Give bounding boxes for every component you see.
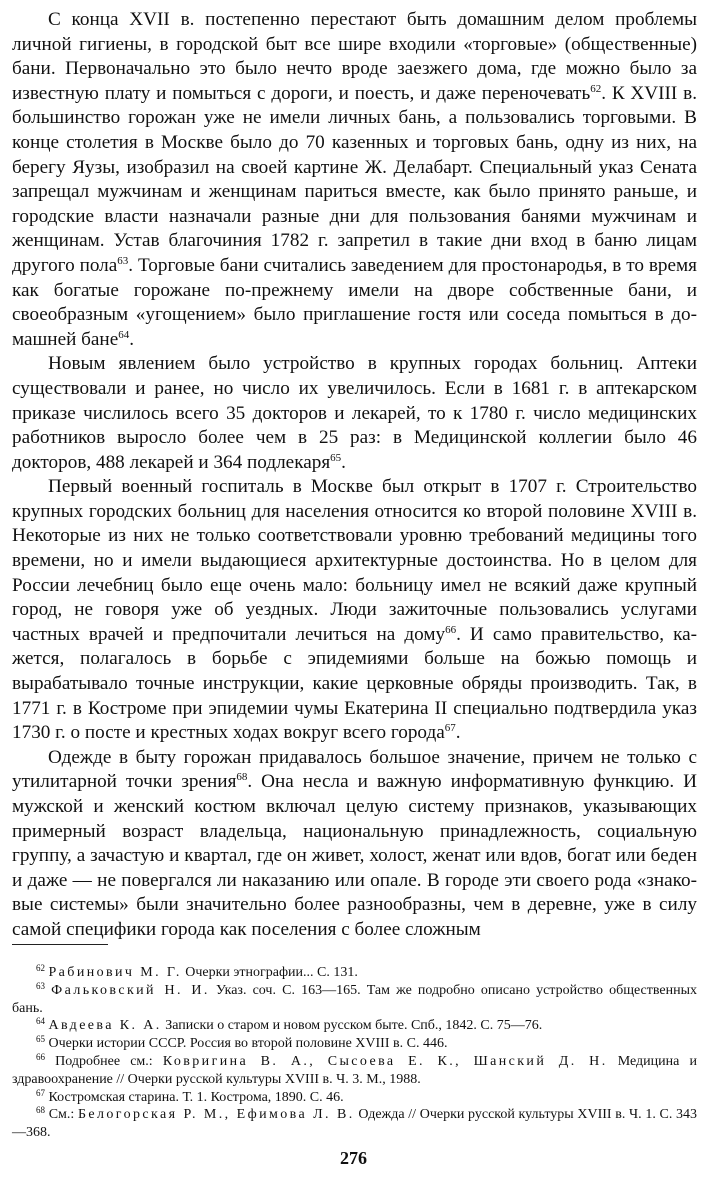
- footnote-text: Медицина и здравоохранение // Очерки русской культуры XVIII в. Ч. 3. М., 1988.: [12, 1053, 698, 1087]
- footnote-separator: [12, 944, 108, 945]
- footnote-ref: 67: [444, 722, 456, 735]
- footnote-text: Одежда // Очерки русской культуры XVIII в. Ч. 1. С. 343—368.: [12, 1107, 697, 1141]
- footnote-number: 65: [36, 1034, 45, 1045]
- paragraph-text: С конца XVII в. постепенно перестают быть домашним делом проблемы личной гигиены, в городской быт все шире входили «торговые» (общественные) бани. Первоначально это было нечто вроде заезжего дома, где можно было за известную плату и помыться с дороги, и поесть, и даже переночевать: [12, 9, 697, 104]
- footnote-text: Указ. соч. С. 163—165. Там же подробно описано устройство общественных бань.: [12, 982, 697, 1016]
- paragraph: [12, 8, 697, 352]
- footnote-ref: 68: [236, 771, 248, 784]
- footnote-number: 66: [36, 1051, 45, 1062]
- footnote: [12, 982, 697, 1018]
- paragraph: [12, 746, 697, 943]
- footnote-text: Записки о старом и новом русском быте. Спб., 1842. С. 75—76.: [161, 1018, 543, 1034]
- footnote-ref: 63: [117, 254, 129, 267]
- paragraph-text: . К XVIII в. большинство горожан уже не имели личных бань, а пользовались торговыми. В конце столетия в Москве было до 70 казенных и торговых бань, одну из них, на берегу Яузы, изобразил на своей картине Ж. Делабарт. Специальный указ Сената запрещал мужчинам и женщинам париться вместе, как было принято раньше, и городские власти назначали разные дни для пользования банями мужчинам и женщинам. Устав благочиния 1782 г. запретил в такие дни вход в баню лицам другого пола: [12, 82, 697, 276]
- paragraph-text: .: [341, 451, 346, 473]
- footnote-text: Костромская старина. Т. 1. Кострома, 1890. С. 46.: [48, 1089, 344, 1105]
- paragraph-text: . Торговые бани считались заведением для простонародья, в то время как богатые горожане по-прежнему имели на дворе собственные бани, и своеобразным «угощением» было приглашение гостя или соседа помыться в домашней бане: [12, 254, 698, 350]
- footnote-text: См.:: [48, 1107, 78, 1123]
- footnote-ref: 66: [445, 623, 457, 636]
- footnotes: [12, 964, 697, 1142]
- paragraph: [12, 475, 697, 746]
- page-body: [12, 8, 697, 943]
- footnote-author: Рабинович М. Г.: [48, 965, 182, 980]
- paragraph-text: . И само правительство, кажется, полагалось в борьбе с эпидемиями больше на божью помощь и вырабатывало точные инструкции, какие церковные обряды производить. Так, в 1771 г. в Костроме при эпидемии чумы Екатерина II специально подтвердила указ 1730 г. о посте и крестных ходах вокруг всего города: [12, 623, 698, 744]
- footnote: [12, 1106, 697, 1142]
- footnote-text: Очерки этнографии... С. 131.: [181, 965, 358, 980]
- footnote-number: 64: [36, 1016, 45, 1027]
- footnote-author: Белогорская Р. М., Ефимова Л. В.: [77, 1107, 355, 1123]
- footnote-number: 62: [36, 963, 45, 973]
- footnote: [12, 1089, 697, 1107]
- footnote-author: Авдеева К. А.: [48, 1018, 162, 1034]
- footnote-number: 67: [36, 1087, 45, 1098]
- footnote-author: Ковригина В. А., Сысоева Е. К., Шанский Д. Н.: [162, 1053, 608, 1069]
- paragraph-text: Одежде в быту горожан придавалось большое значение, причем не только с утилитарной точки зрения: [12, 746, 697, 793]
- paragraph: [12, 352, 697, 475]
- footnote-author: Фальковский Н. И.: [51, 982, 210, 998]
- main-text: [12, 8, 697, 943]
- footnote: [12, 1035, 697, 1053]
- paragraph-text: . Она несла и важную информативную функцию. И мужской и женский костюм включал целую систему признаков, указывающих примерный возраст владельца, национальную принадлежность, социальную группу, а зачастую и квартал, где он живет, холост, женат или вдов, богат или беден и даже — не повергался ли наказанию или опале. В городе эти своего рода «знаковые системы» были значительно более разнообразны, чем в деревне, уже в силу самой специфики города как поселения с более сложным: [12, 771, 697, 940]
- paragraph-text: Первый военный госпиталь в Москве был открыт в 1707 г. Строительство крупных городских больниц для населения относится ко второй половине XVIII в. Некоторые из них не только соответствовали уровню требований медицины того времени, но и имели выдающиеся архитектурные достоинства. Но в целом для России лечебниц было еще очень мало: больницу имел не всякий даже крупный город, не говоря уже об уездных. Люди зажиточные пользовались услугами частных врачей и предпочитали лечиться на дому: [12, 476, 697, 645]
- paragraph-text: Новым явлением было устройство в крупных городах больниц. Аптеки существовали и ранее, но число их увеличилось. Если в 1681 г. в аптекарском приказе числилось всего 35 докторов и лекарей, то к 1780 г. число медицинских работников выросло более чем в 25 раз: в Медицинской коллегии было 46 докторов, 488 лекарей и 364 подлекаря: [12, 353, 697, 473]
- paragraph-text: .: [455, 722, 461, 744]
- footnote: [12, 1017, 697, 1035]
- footnote: [12, 1053, 697, 1089]
- footnote-number: 68: [36, 1105, 45, 1116]
- footnote-number: 63: [36, 980, 45, 991]
- footnote-ref: 65: [330, 451, 342, 464]
- footnote-ref: 62: [590, 82, 602, 95]
- footnote-text: Подробнее см.:: [55, 1053, 163, 1069]
- footnote: [12, 964, 697, 982]
- page-number: 276: [340, 1148, 367, 1168]
- paragraph-text: .: [129, 328, 135, 350]
- footnote-text: Очерки истории СССР. Россия во второй половине XVIII в. С. 446.: [48, 1036, 448, 1052]
- footnote-ref: 64: [118, 328, 130, 341]
